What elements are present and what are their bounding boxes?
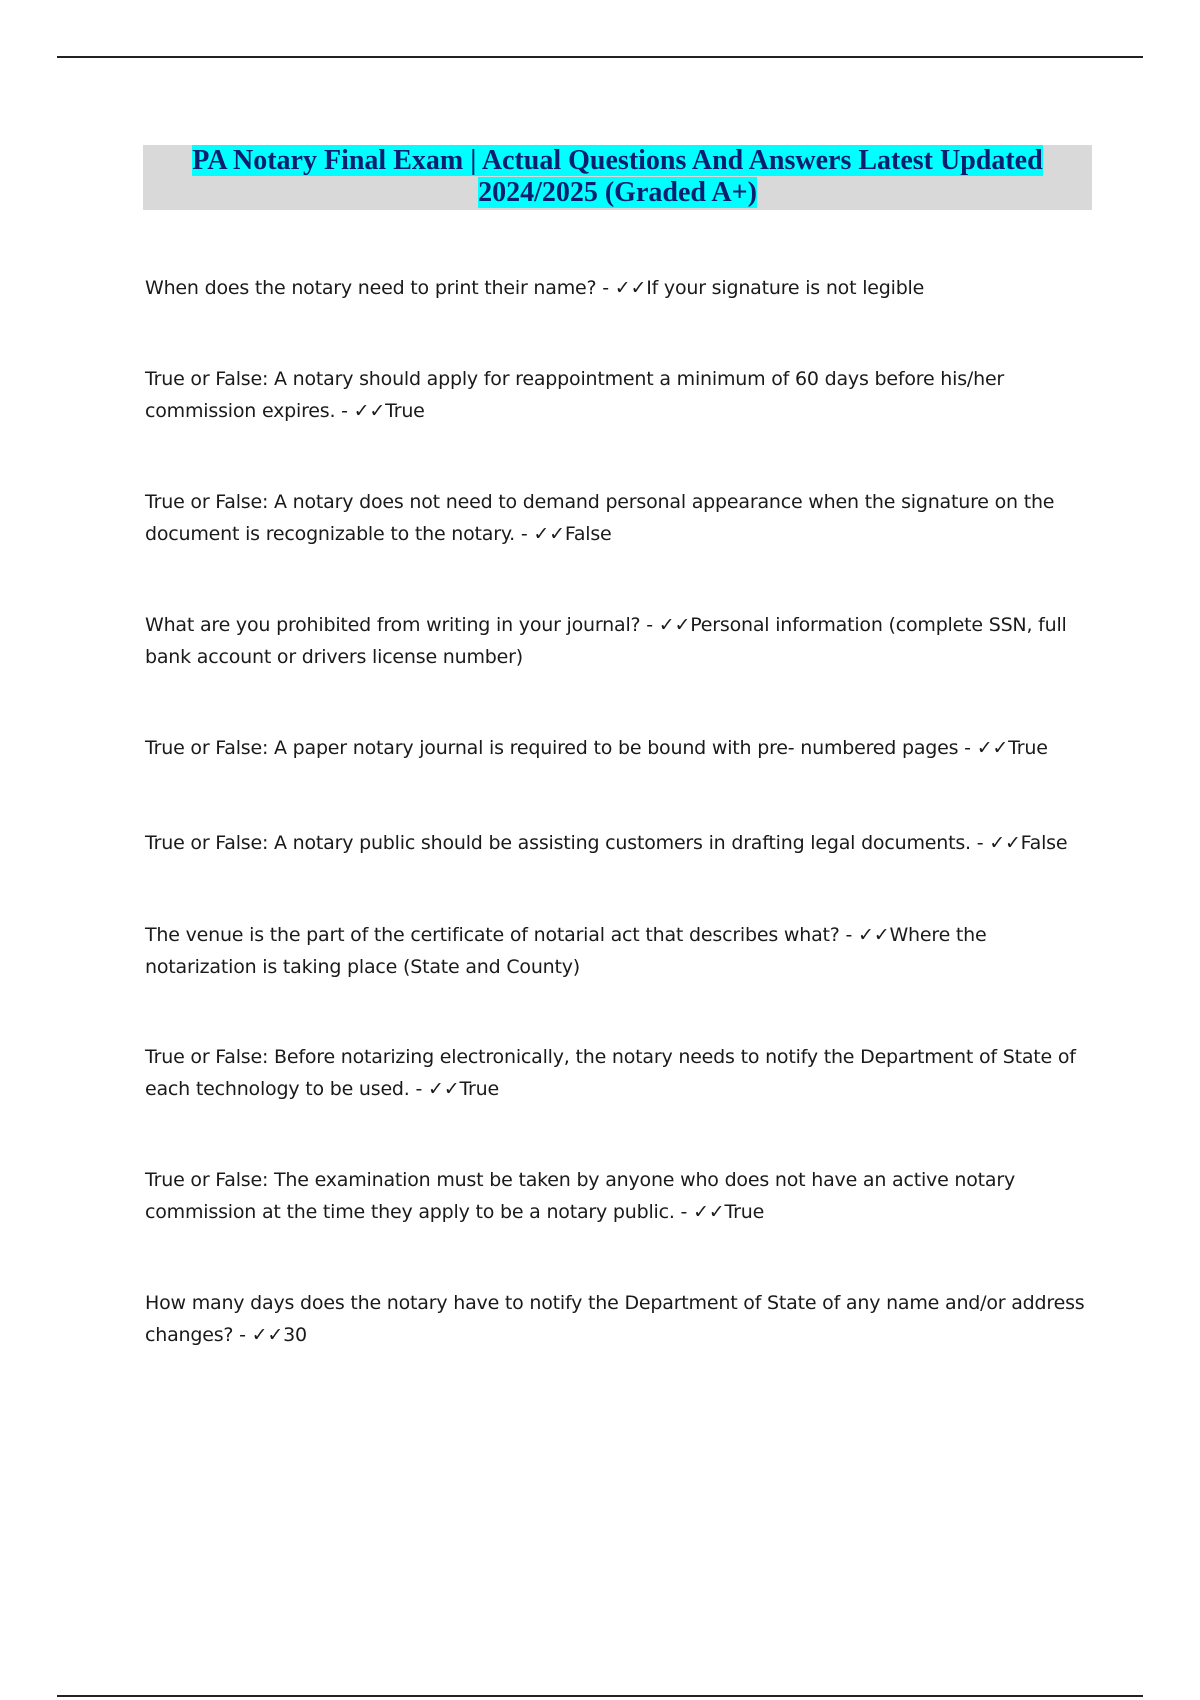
separator: -	[839, 924, 858, 946]
question-text: How many days does the notary have to notify the Department of State of any name and/or address changes?	[145, 1292, 1085, 1346]
qa-item	[145, 1041, 1085, 1105]
qa-item	[145, 609, 1085, 673]
top-rule	[57, 56, 1143, 58]
qa-item	[145, 272, 1085, 304]
answer-text: If your signature is not legible	[646, 277, 925, 299]
qa-item	[145, 363, 1085, 427]
qa-item	[145, 486, 1085, 550]
answer-text: True	[1008, 737, 1048, 759]
question-text: What are you prohibited from writing in your journal?	[145, 614, 641, 636]
qa-item	[145, 827, 1085, 859]
question-text: True or False: A notary should apply for reappointment a minimum of 60 days before his/her commission expires.	[145, 368, 1005, 422]
question-text: True or False: The examination must be taken by anyone who does not have an active notary commission at the time they apply to be a notary public.	[145, 1169, 1016, 1223]
check-icon: ✓✓	[614, 277, 647, 299]
answer-text: False	[564, 523, 612, 545]
question-text: True or False: A notary public should be assisting customers in drafting legal documents.	[145, 832, 971, 854]
check-icon: ✓✓	[658, 614, 691, 636]
check-icon: ✓✓	[693, 1201, 725, 1223]
qa-item	[145, 732, 1085, 764]
separator: -	[515, 523, 534, 545]
answer-text: False	[1020, 832, 1068, 854]
check-icon: ✓✓	[989, 832, 1021, 854]
separator: -	[409, 1078, 428, 1100]
separator: -	[335, 400, 354, 422]
separator: -	[596, 277, 615, 299]
answer-text: Where the notarization is taking place (State and County)	[145, 924, 987, 978]
answer-text: Personal information (complete SSN, full bank account or drivers license number)	[145, 614, 1067, 668]
check-icon: ✓✓	[251, 1324, 284, 1346]
question-text: True or False: A notary does not need to demand personal appearance when the signature on the document is recognizable to the notary.	[145, 491, 1055, 545]
qa-item	[145, 919, 1085, 983]
separator: -	[958, 737, 977, 759]
check-icon: ✓✓	[353, 400, 386, 422]
title-line-2: 2024/2025 (Graded A+)	[478, 177, 757, 208]
separator: -	[233, 1324, 252, 1346]
bottom-rule	[57, 1695, 1143, 1697]
separator: -	[674, 1201, 694, 1223]
question-text: True or False: A paper notary journal is required to be bound with pre- numbered pages	[145, 737, 959, 759]
qa-item	[145, 1287, 1085, 1351]
title-line-1: PA Notary Final Exam | Actual Questions And Answers Latest Updated	[192, 145, 1043, 176]
answer-text: True	[724, 1201, 765, 1223]
qa-item	[145, 1164, 1085, 1228]
question-text: The venue is the part of the certificate of notarial act that describes what?	[145, 924, 840, 946]
answer-text: True	[385, 400, 425, 422]
check-icon: ✓✓	[858, 924, 890, 946]
check-icon: ✓✓	[427, 1078, 460, 1100]
answer-text: 30	[283, 1324, 307, 1346]
separator: -	[970, 832, 990, 854]
separator: -	[640, 614, 659, 636]
page-title	[143, 145, 1092, 210]
question-text: When does the notary need to print their name?	[145, 277, 597, 299]
check-icon: ✓✓	[976, 737, 1009, 759]
answer-text: True	[459, 1078, 499, 1100]
question-text: True or False: Before notarizing electronically, the notary needs to notify the Department of State of each technology to be used.	[145, 1046, 1076, 1100]
check-icon: ✓✓	[533, 523, 565, 545]
